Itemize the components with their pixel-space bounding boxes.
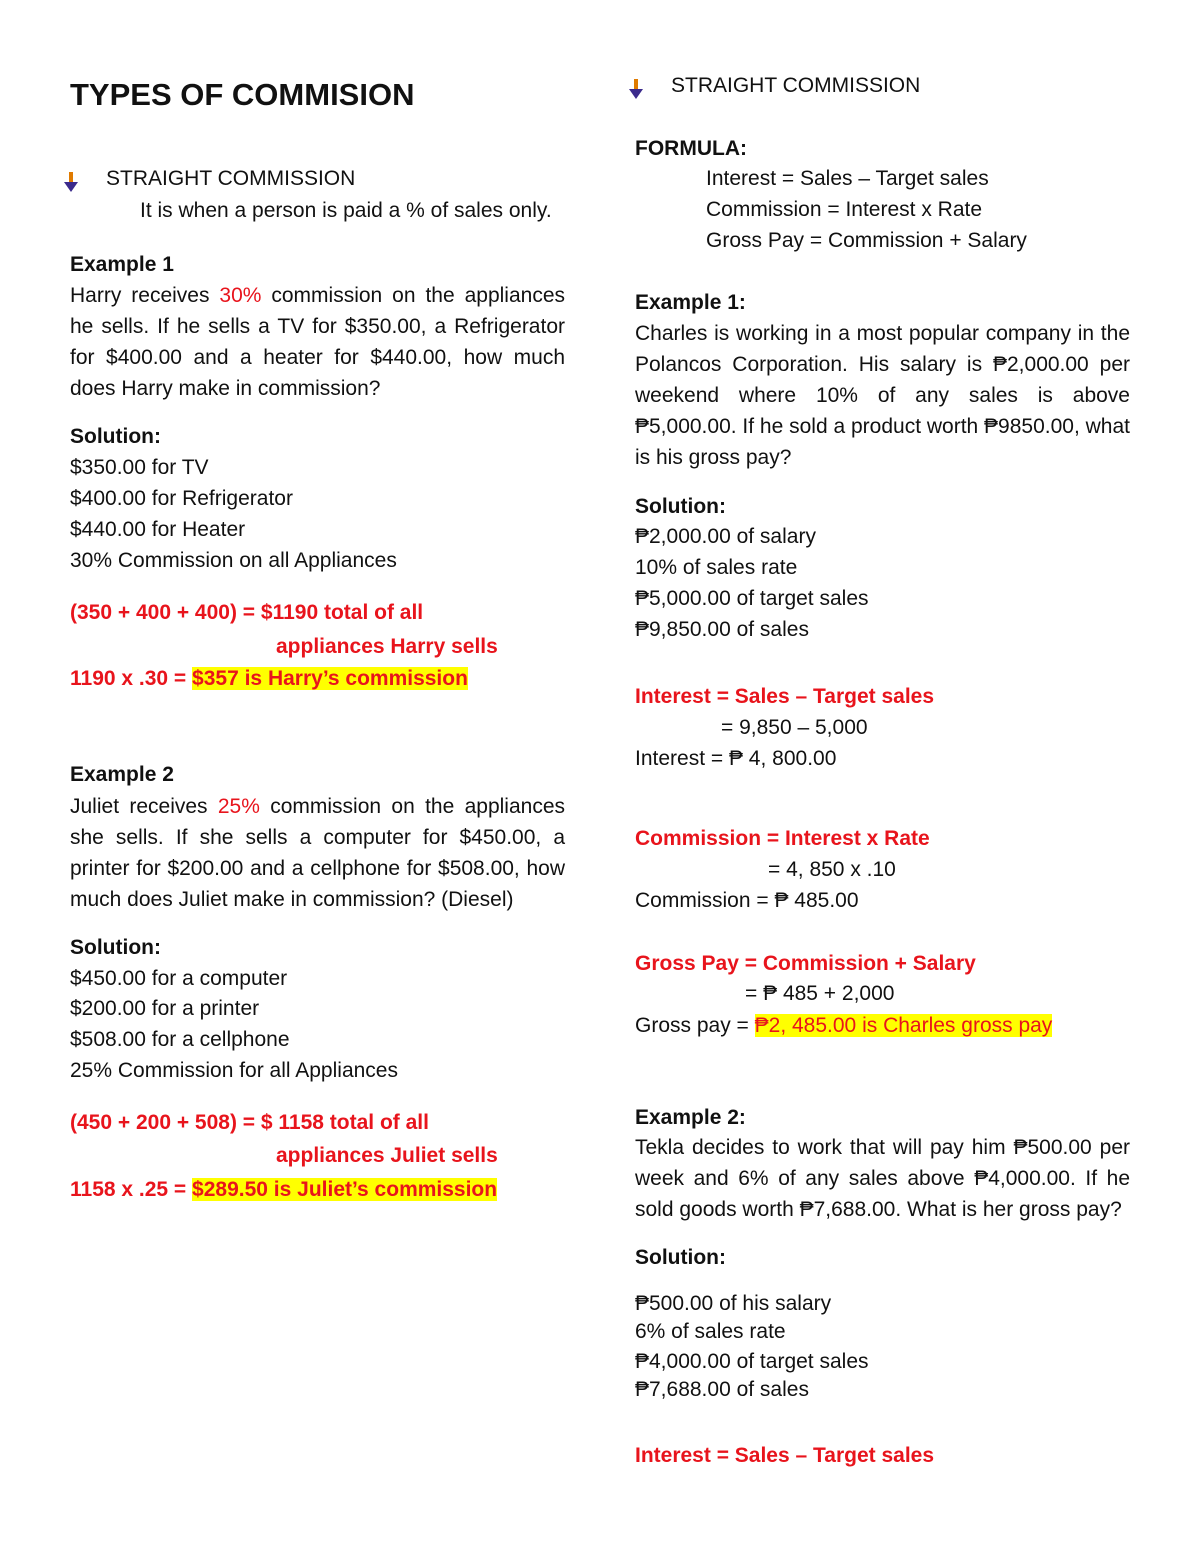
- formula-line: Commission = Interest x Rate: [706, 198, 983, 221]
- commission-rate: 25%: [217, 795, 260, 818]
- solution-line: $508.00 for a cellphone: [70, 1028, 290, 1051]
- arrow-bullet-icon: [629, 89, 643, 99]
- solution-line: $440.00 for Heater: [70, 518, 246, 541]
- gross-pay-formula: Gross Pay = Commission + Salary: [635, 952, 976, 975]
- commission-formula: Commission = Interest x Rate: [635, 827, 930, 850]
- example-1-heading: Example 1: [70, 253, 174, 276]
- solution-line: 10% of sales rate: [635, 556, 798, 579]
- solution-heading: Solution:: [635, 495, 726, 518]
- solution-line: ₱2,000.00 of salary: [635, 525, 816, 548]
- solution-line: ₱4,000.00 of target sales: [635, 1350, 869, 1373]
- example-2-heading: Example 2:: [635, 1106, 746, 1129]
- commission-result: Commission = ₱ 485.00: [635, 889, 859, 912]
- formula-line: Interest = Sales – Target sales: [706, 167, 989, 190]
- answer-highlight: ₱2, 485.00 is Charles gross pay: [754, 1014, 1053, 1037]
- solution-line: $450.00 for a computer: [70, 967, 288, 990]
- calc-total-cont: appliances Harry sells: [276, 635, 498, 658]
- solution-line: 6% of sales rate: [635, 1320, 786, 1343]
- example-1-problem: Harry receives 30% commission on the appliances he sells. If he sells a TV for $350.00, a Refrigerator for $400.00 and a heater for $440.00, how much does Harry make in commission?: [70, 284, 565, 400]
- interest-result: Interest = ₱ 4, 800.00: [635, 747, 837, 770]
- commission-step: = 4, 850 x .10: [768, 858, 896, 881]
- arrow-bullet-icon: [64, 182, 78, 192]
- solution-heading: Solution:: [70, 425, 161, 448]
- calc-commission: 1158 x .25 = $289.50 is Juliet’s commission: [70, 1178, 498, 1201]
- example-2-heading: Example 2: [70, 763, 174, 786]
- page-title: TYPES OF COMMISION: [70, 77, 415, 112]
- answer-highlight: $289.50 is Juliet’s commission: [192, 1178, 498, 1201]
- solution-line: ₱9,850.00 of sales: [635, 618, 809, 641]
- example-1-problem: Charles is working in a most popular company in the Polancos Corporation. His salary is ₱2,000.00 per weekend where 10% of any sales is above ₱5,000.00. If he sold a product worth ₱9850.00, what is his gross pay?: [635, 322, 1130, 469]
- solution-line: 30% Commission on all Appliances: [70, 549, 397, 572]
- calc-total-cont: appliances Juliet sells: [276, 1144, 498, 1167]
- solution-line: $400.00 for Refrigerator: [70, 487, 293, 510]
- section-heading: STRAIGHT COMMISSION: [671, 74, 921, 97]
- calc-total: (350 + 400 + 400) = $1190 total of all: [70, 601, 424, 624]
- gross-pay-result: Gross pay = ₱2, 485.00 is Charles gross pay: [635, 1014, 1053, 1037]
- answer-highlight: $357 is Harry’s commission: [192, 667, 468, 690]
- formula-line: Gross Pay = Commission + Salary: [706, 229, 1027, 252]
- example-2-problem: Juliet receives 25% commission on the appliances she sells. If she sells a computer for $450.00, a printer for $200.00 and a cellphone for $508.00, how much does Juliet make in commission? (Diesel): [70, 795, 566, 911]
- solution-line: 25% Commission for all Appliances: [70, 1059, 398, 1082]
- solution-line: ₱500.00 of his salary: [635, 1292, 832, 1315]
- solution-line: ₱7,688.00 of sales: [635, 1378, 809, 1401]
- gross-pay-step: = ₱ 485 + 2,000: [745, 982, 895, 1005]
- solution-line: $350.00 for TV: [70, 456, 209, 479]
- example-2-problem: Tekla decides to work that will pay him ₱500.00 per week and 6% of any sales above ₱4,000.00. If he sold goods worth ₱7,688.00. What is her gross pay?: [635, 1136, 1130, 1221]
- formula-heading: FORMULA:: [635, 137, 747, 160]
- calc-total: (450 + 200 + 508) = $ 1158 total of all: [70, 1111, 429, 1134]
- interest-formula: Interest = Sales – Target sales: [635, 1444, 935, 1467]
- calc-commission: 1190 x .30 = $357 is Harry’s commission: [70, 667, 468, 690]
- solution-heading: Solution:: [70, 936, 161, 959]
- section-heading: STRAIGHT COMMISSION: [106, 167, 356, 190]
- commission-rate: 30%: [219, 284, 262, 307]
- definition-text: It is when a person is paid a % of sales only.: [140, 199, 552, 222]
- solution-heading: Solution:: [635, 1246, 726, 1269]
- example-1-heading: Example 1:: [635, 291, 746, 314]
- solution-line: ₱5,000.00 of target sales: [635, 587, 869, 610]
- interest-formula: Interest = Sales – Target sales: [635, 685, 935, 708]
- solution-line: $200.00 for a printer: [70, 997, 260, 1020]
- interest-step: = 9,850 – 5,000: [721, 716, 868, 739]
